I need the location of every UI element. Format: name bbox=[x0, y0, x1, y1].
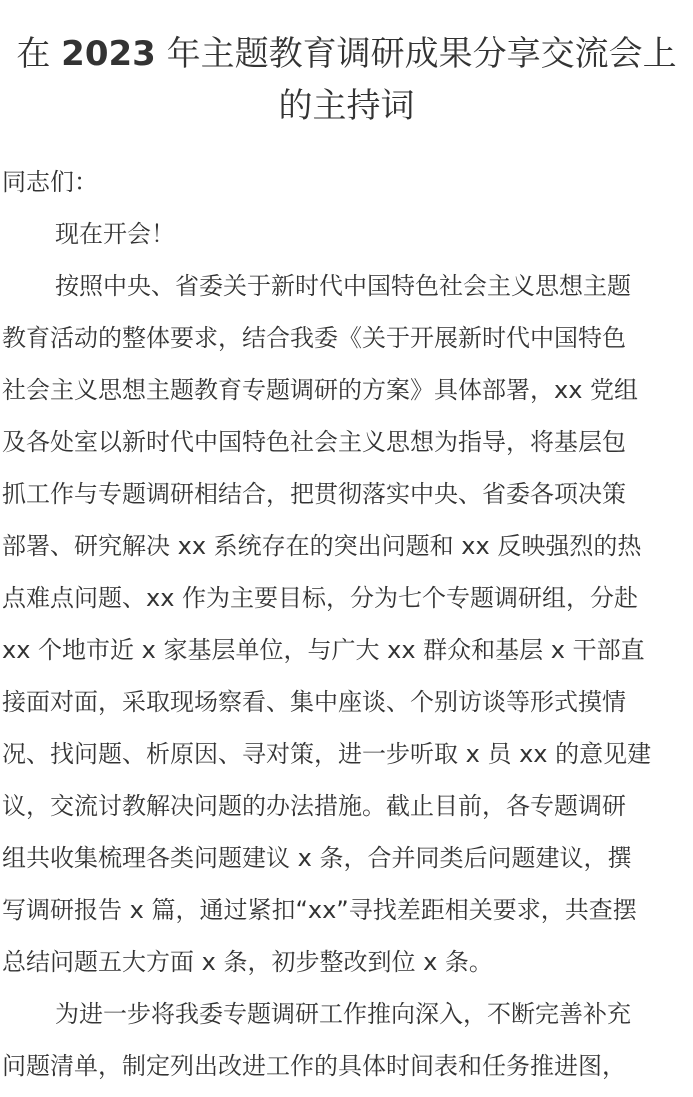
salutation: 同志们： bbox=[2, 168, 98, 196]
title-rest: 年主题教育调研成果分享交流会上 bbox=[155, 34, 677, 74]
paragraph-line: 抓工作与专题调研相结合，把贯彻落实中央、省委各项决策 bbox=[2, 480, 626, 508]
paragraph-line: 及各处室以新时代中国特色社会主义思想为指导，将基层包 bbox=[2, 428, 626, 456]
title-line-2: 的主持词 bbox=[278, 86, 415, 126]
document-title bbox=[0, 28, 693, 132]
paragraph-line: 组共收集梳理各类问题建议 x 条，合并同类后问题建议，撰 bbox=[2, 844, 632, 872]
paragraph-line: 部署、研究解决 xx 系统存在的突出问题和 xx 反映强烈的热 bbox=[2, 532, 642, 560]
paragraph-line: 况、找问题、析原因、寻对策，进一步听取 x 员 xx 的意见建 bbox=[2, 740, 652, 768]
paragraph-line: 问题清单，制定列出改进工作的具体时间表和任务推进图， bbox=[2, 1052, 626, 1080]
paragraph-line: xx 个地市近 x 家基层单位，与广大 xx 群众和基层 x 干部直 bbox=[2, 636, 645, 664]
paragraph-line: 点难点问题、xx 作为主要目标，分为七个专题调研组，分赴 bbox=[2, 584, 639, 612]
paragraph-line: 按照中央、省委关于新时代中国特色社会主义思想主题 bbox=[55, 272, 631, 300]
title-line-1 bbox=[0, 28, 693, 80]
document-body bbox=[2, 156, 692, 1092]
paragraph-line: 接面对面，采取现场察看、集中座谈、个别访谈等形式摸情 bbox=[2, 688, 626, 716]
title-year: 2023 bbox=[61, 34, 156, 74]
paragraph-line: 教育活动的整体要求，结合我委《关于开展新时代中国特色 bbox=[2, 324, 626, 352]
paragraph-line: 现在开会！ bbox=[55, 220, 175, 248]
paragraph-line: 社会主义思想主题教育专题调研的方案》具体部署，xx 党组 bbox=[2, 376, 639, 404]
paragraph-line: 议，交流讨教解决问题的办法措施。截止目前，各专题调研 bbox=[2, 792, 626, 820]
paragraph-line: 总结问题五大方面 x 条，初步整改到位 x 条。 bbox=[2, 948, 493, 976]
title-prefix: 在 bbox=[16, 34, 62, 74]
paragraph-line: 为进一步将我委专题调研工作推向深入，不断完善补充 bbox=[55, 1000, 631, 1028]
paragraph-line: 写调研报告 x 篇，通过紧扣“xx”寻找差距相关要求，共查摆 bbox=[2, 896, 637, 924]
